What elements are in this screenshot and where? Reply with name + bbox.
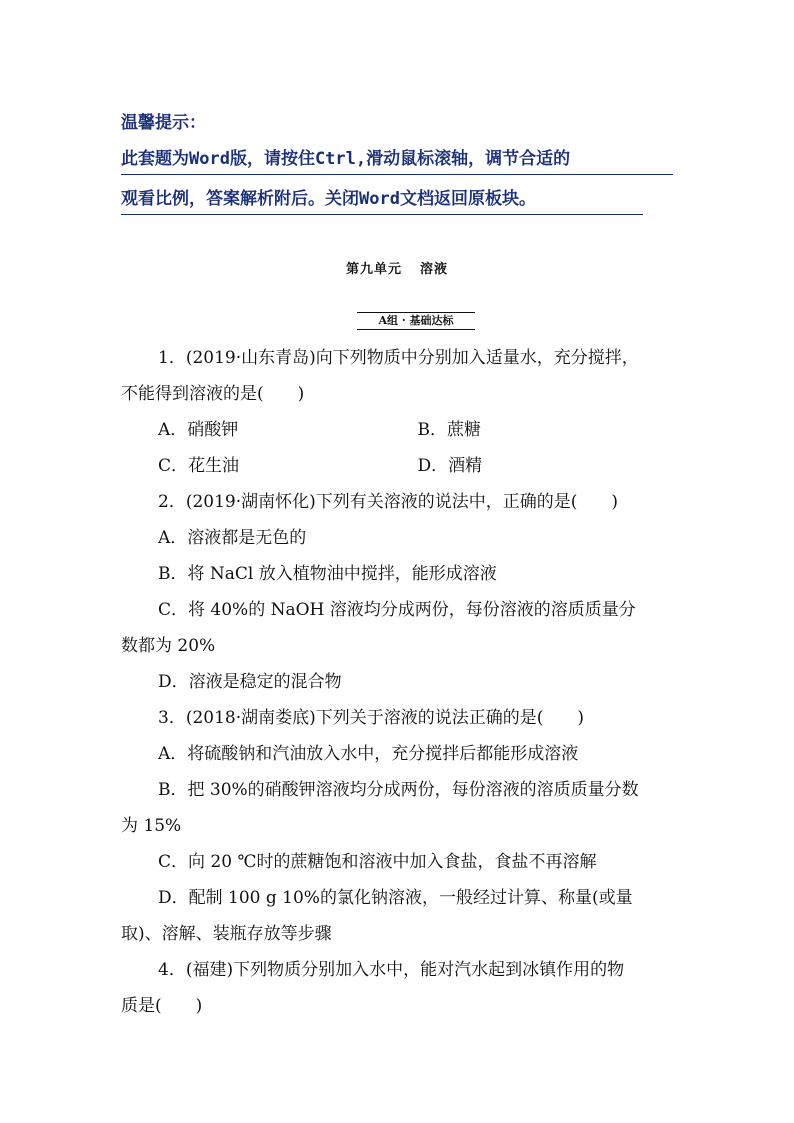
question-2-stem: 2．(2019·湖南怀化)下列有关溶液的说法中，正确的是( ): [158, 492, 619, 512]
question-4-stem-line2: 质是( ): [121, 996, 203, 1016]
option-b-continued: 为 15%: [121, 816, 182, 836]
unit-number: 第九单元: [345, 262, 402, 277]
question-1-options-row1: [121, 412, 677, 448]
option-c: C．花生油: [158, 456, 240, 476]
question-3: [121, 700, 677, 952]
option-b: B．将 NaCl 放入植物油中搅拌，能形成溶液: [158, 564, 497, 584]
option-d: D．溶液是稳定的混合物: [158, 672, 342, 692]
question-1-stem-line2: 不能得到溶液的是( ): [121, 384, 305, 404]
option-b: B．把 30%的硝酸钾溶液均分成两份，每份溶液的溶质质量分数: [158, 780, 639, 800]
question-1-stem-line1: 1．(2019·山东青岛)向下列物质中分别加入适量水，充分搅拌，: [158, 348, 639, 368]
option-a: A．硝酸钾: [158, 420, 239, 440]
question-3-stem: 3．(2018·湖南娄底)下列关于溶液的说法正确的是( ): [158, 708, 585, 728]
option-c: C．向 20 ℃时的蔗糖饱和溶液中加入食盐，食盐不再溶解: [158, 852, 597, 872]
option-a: A．溶液都是无色的: [158, 528, 307, 548]
question-1: [121, 340, 677, 484]
tip-line-1: 此套题为Word版，请按住Ctrl,滑动鼠标滚轴，调节合适的: [121, 146, 673, 175]
question-2: [121, 484, 677, 700]
unit-topic: 溶液: [420, 262, 449, 277]
unit-title: [0, 258, 794, 277]
option-d: D．配制 100 g 10%的氯化钠溶液，一般经过计算、称量(或量: [158, 888, 633, 908]
group-label: A组 · 基础达标: [357, 312, 475, 330]
option-d: D．酒精: [417, 456, 483, 476]
option-d-continued: 取)、溶解、装瓶存放等步骤: [121, 924, 332, 944]
question-4-stem-line1: 4．(福建)下列物质分别加入水中，能对汽水起到冰镇作用的物: [158, 960, 625, 980]
question-1-options-row2: [121, 448, 677, 484]
question-4: [121, 952, 677, 1024]
option-c-continued: 数都为 20%: [121, 636, 216, 656]
tip-title: 温馨提示：: [121, 113, 206, 133]
option-c: C．将 40%的 NaOH 溶液均分成两份，每份溶液的溶质质量分: [158, 600, 636, 620]
option-b: B．蔗糖: [417, 420, 481, 440]
tip-line-2: 观看比例，答案解析附后。关闭Word文档返回原板块。: [121, 186, 643, 215]
option-a: A．将硫酸钠和汽油放入水中，充分搅拌后都能形成溶液: [158, 744, 579, 764]
